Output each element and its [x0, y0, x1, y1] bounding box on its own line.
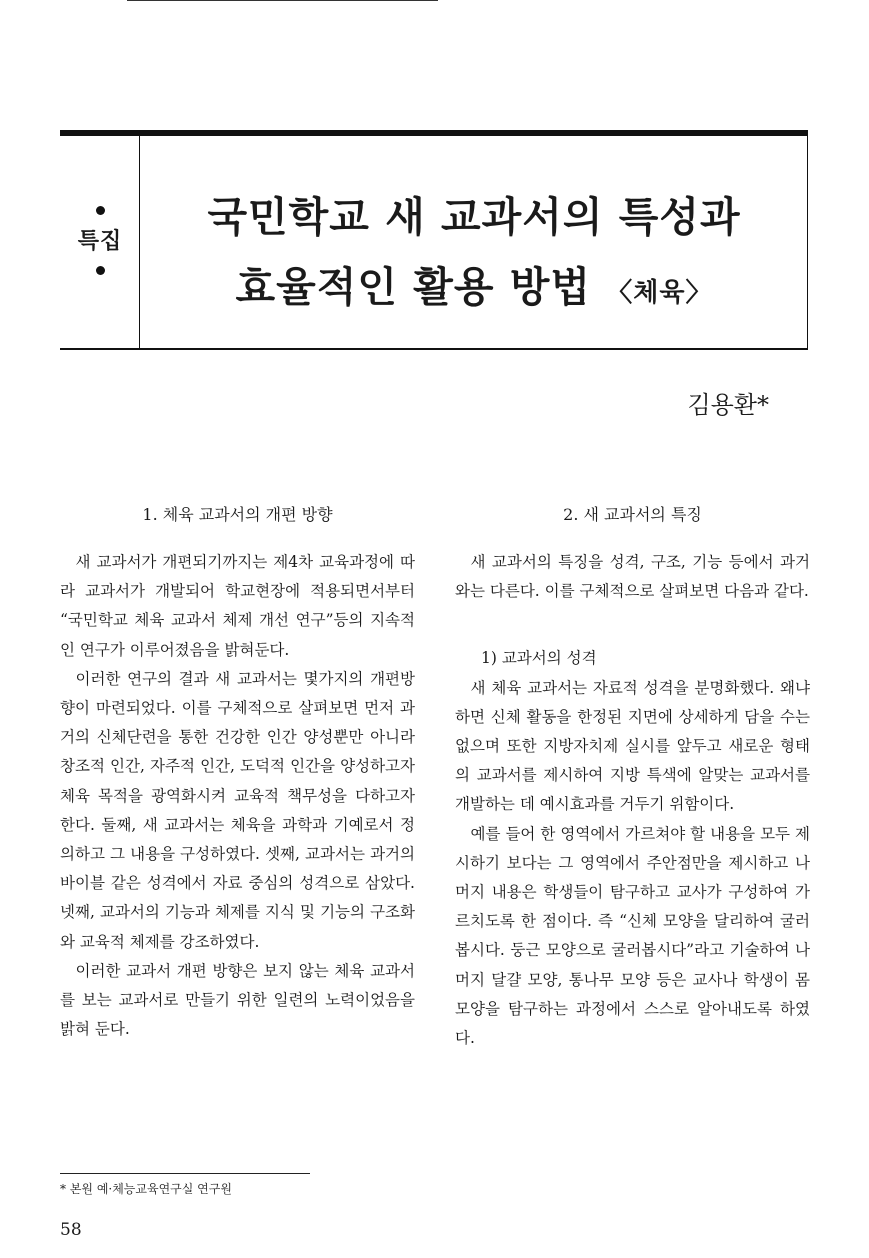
sub-heading: 1) 교과서의 성격	[481, 649, 597, 668]
body-paragraph: 새 체육 교과서는 자료적 성격을 분명화했다. 왜냐하면 신체 활동을 한정된 지면에 상세하게 담을 수는 없으며 또한 지방자치제 실시를 앞두고 새로운 형태의 교과서를 제시하여 지방 특색에 알맞는 교과서를 개발하는 데 예시효과를 거두기 위함이다.	[455, 678, 810, 814]
section-tag	[60, 136, 140, 348]
body-paragraph: 이러한 연구의 결과 새 교과서는 몇가지의 개편방향이 마련되었다. 이를 구체적으로 살펴보면 먼저 과거의 신체단련을 통한 건강한 인간 양성뿐만 아니라 창조적 인간, 자주적 인간, 도덕적 인간을 양성하고자 체육 목적을 광역화시켜 교육적 책무성을 다하고자 한다. 둘째, 새 교과서는 체육을 과학과 기예로서 정의하고 그 내용을 구성하였다. 셋째, 교과서는 과거의 바이블 같은 성격에서 자료 중심의 성격으로 삼았다. 넷째, 교과서의 기능과 체제를 지식 및 기능의 구조화와 교육적 체제를 강조하였다.	[60, 669, 415, 951]
article-title-line1: 국민학교 새 교과서의 특성과	[207, 193, 741, 241]
footnote-rule	[60, 1173, 310, 1174]
footnote: * 본원 예·체능교육연구실 연구원	[60, 1182, 232, 1196]
top-rule	[127, 0, 438, 1]
article-title-line2	[140, 254, 808, 313]
bullet-dot-icon	[96, 206, 105, 215]
section-heading-1: 1. 체육 교과서의 개편 방향	[142, 505, 333, 524]
body-paragraph: 예를 들어 한 영역에서 가르쳐야 할 내용을 모두 제시하기 보다는 그 영역에서 주안점만을 제시하고 나머지 내용은 학생들이 탐구하고 교사가 구성하여 가르치도록 한 점이다. 즉 “신체 모양을 달리하여 굴러봅시다. 둥근 모양으로 굴러봅시다”라고 기술하여 나머지 달걀 모양, 통나무 모양 등은 교사나 학생이 몸 모양을 탐구하는 과정에서 스스로 알아내도록 하였다.	[455, 824, 810, 1048]
article-title-main: 효율적인 활용 방법	[235, 263, 591, 311]
title-banner	[60, 130, 808, 350]
right-column	[455, 500, 810, 1053]
left-column	[60, 500, 415, 1044]
body-paragraph: 새 교과서의 특징을 성격, 구조, 기능 등에서 과거와는 다른다. 이를 구체적으로 살펴보면 다음과 같다.	[455, 553, 810, 601]
section-heading-2: 2. 새 교과서의 특징	[563, 505, 702, 524]
body-paragraph: 새 교과서가 개편되기까지는 제4차 교육과정에 따라 교과서가 개발되어 학교현장에 적용되면서부터 “국민학교 체육 교과서 체제 개선 연구”등의 지속적인 연구가 이루어졌음을 밝혀둔다.	[60, 553, 415, 659]
page-number: 58	[60, 1220, 82, 1240]
section-tag-label: 특집	[77, 229, 123, 254]
bullet-dot-icon	[96, 266, 105, 275]
author-name: 김용환*	[687, 391, 769, 419]
body-paragraph: 이러한 교과서 개편 방향은 보지 않는 체육 교과서를 보는 교과서로 만들기 위한 일련의 노력이었음을 밝혀 둔다.	[60, 961, 415, 1039]
article-title-subject: 〈체육〉	[606, 278, 713, 308]
